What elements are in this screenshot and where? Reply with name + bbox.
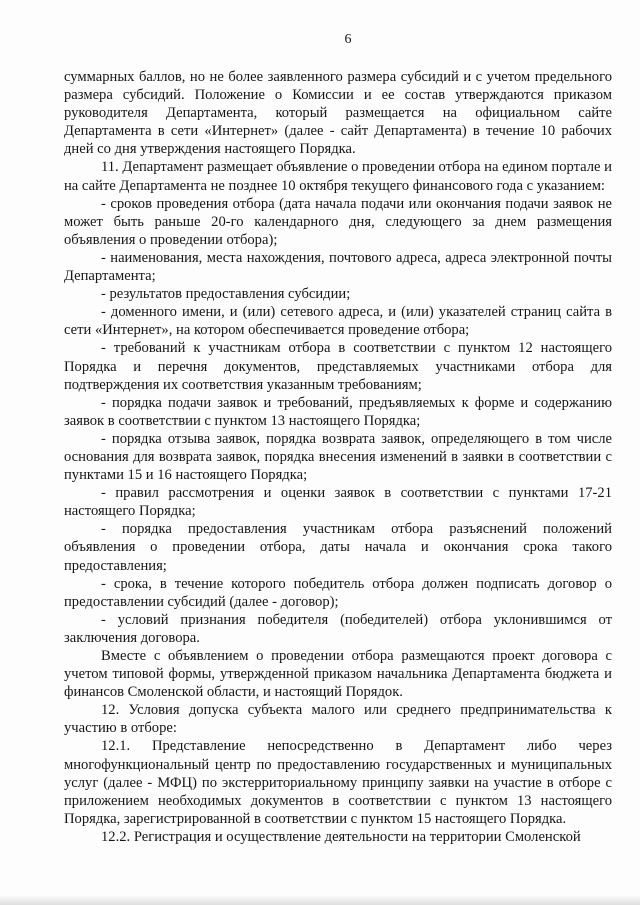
- scan-bottom-edge: [0, 895, 640, 905]
- document-body: [64, 68, 612, 846]
- list-item-application-withdrawal: - порядка отзыва заявок, порядка возврата заявок, определяющего в том числе основания для возврата заявок, порядка внесения изменений в заявки в соответствии с пунктами 15 и 16 настоящего Порядка;: [64, 430, 612, 484]
- list-item-contract-deadline: - срока, в течение которого победитель отбора должен подписать договор о предоставлении субсидий (далее - договор);: [64, 575, 612, 610]
- paragraph-draft-contract: Вместе с объявлением о проведении отбора размещаются проект договора с учетом типовой формы, утвержденной приказом начальника Департамента бюджета и финансов Смоленской области, и настоящий Порядок.: [64, 648, 612, 701]
- list-item-selection-dates: - сроков проведения отбора (дата начала подачи или окончания подачи заявок не может быть раньше 20-го календарного дня, следующего за днем размещения объявления о проведении отбора);: [64, 195, 612, 248]
- page-number: 6: [344, 32, 352, 47]
- list-item-evaluation-rules: - правил рассмотрения и оценки заявок в соответствии с пунктами 17-21 настоящего Порядка;: [64, 485, 612, 520]
- paragraph-12-2-registration: 12.2. Регистрация и осуществление деятельности на территории Смоленской: [101, 828, 581, 845]
- list-item-domain-name: - доменного имени, и (или) сетевого адреса, и (или) указателей страниц сайта в сети «Интернет», на котором обеспечивается проведение отбора;: [64, 304, 612, 339]
- list-item-participant-requirements: - требований к участникам отбора в соответствии с пунктом 12 настоящего Порядка и перечня документов, представляемых участниками отбора для подтверждения их соответствия указанным требованиям;: [64, 340, 612, 393]
- list-item-clarifications: - порядка предоставления участникам отбора разъяснений положений объявления о проведении отбора, даты начала и окончания срока такого предоставления;: [64, 521, 612, 574]
- paragraph-commission-continuation: суммарных баллов, но не более заявленного размера субсидий и с учетом предельного размера субсидий. Положение о Комиссии и ее состав утверждаются приказом руководителя Департамента, который размещается на официальном сайте Департамента в сети «Интернет» (далее - сайт Департамента) в течение 10 рабочих дней со дня утверждения настоящего Порядка.: [64, 69, 612, 158]
- list-item-subsidy-results: - результатов предоставления субсидии;: [101, 286, 351, 303]
- paragraph-12-1-submission: 12.1. Представление непосредственно в Департамент либо через многофункциональный центр по предоставлению государственных и муниципальных услуг (далее - МФЦ) по экстерриториальному принципу заявки на участие в отборе с приложением необходимых документов в соответствии с пунктом 13 настоящего Порядка, зарегистрированной в соответствии с пунктом 15 настоящего Порядка.: [64, 738, 612, 827]
- paragraph-12-admission-conditions: 12. Условия допуска субъекта малого или среднего предпринимательства к участию в отборе:: [64, 702, 612, 737]
- paragraph-11-announcement: 11. Департамент размещает объявление о проведении отбора на едином портале и на сайте Департамента не позднее 10 октября текущего финансового года с указанием:: [64, 159, 612, 194]
- list-item-evasion-conditions: - условий признания победителя (победителей) отбора уклонившимся от заключения договора.: [64, 611, 612, 646]
- list-item-department-contacts: - наименования, места нахождения, почтового адреса, адреса электронной почты Департамента;: [64, 249, 612, 285]
- list-item-application-procedure: - порядка подачи заявок и требований, предъявляемых к форме и содержанию заявок в соответствии с пунктом 13 настоящего Порядка;: [64, 394, 612, 429]
